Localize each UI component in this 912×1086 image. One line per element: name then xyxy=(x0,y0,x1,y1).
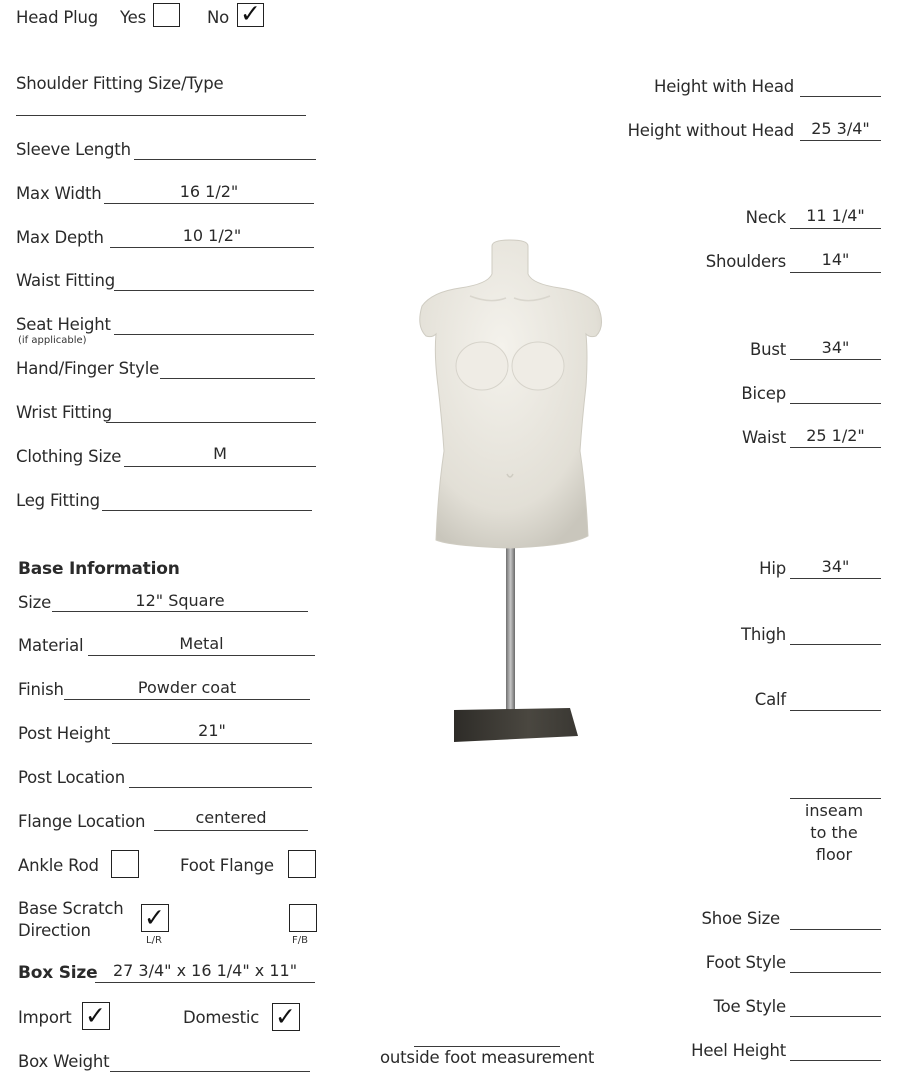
neck-field[interactable] xyxy=(790,228,881,229)
shoulders-field[interactable] xyxy=(790,272,881,273)
max-depth-label: Max Depth xyxy=(16,228,104,247)
leg-fitting-field[interactable] xyxy=(102,510,312,511)
seat-height-note: (if applicable) xyxy=(18,335,87,346)
max-depth-value: 10 1/2" xyxy=(182,226,242,245)
base-scratch-label: Base Scratch xyxy=(18,899,124,918)
seat-height-label: Seat Height xyxy=(16,315,111,334)
wrist-fitting-label: Wrist Fitting xyxy=(16,403,112,422)
clothing-size-value: M xyxy=(213,444,227,463)
heel-height-field[interactable] xyxy=(790,1060,881,1061)
fb-label: F/B xyxy=(292,935,308,946)
max-depth-field[interactable] xyxy=(110,247,314,248)
max-width-value: 16 1/2" xyxy=(179,182,239,201)
max-width-label: Max Width xyxy=(16,184,102,203)
checkmark-icon: ✓ xyxy=(275,1002,296,1031)
finish-field[interactable] xyxy=(64,699,310,700)
head-plug-no-label: No xyxy=(207,8,230,27)
shoulders-value: 14" xyxy=(821,250,850,269)
ankle-rod-label: Ankle Rod xyxy=(18,856,99,875)
seat-height-field[interactable] xyxy=(114,334,314,335)
material-value: Metal xyxy=(179,634,224,653)
ankle-rod-checkbox[interactable] xyxy=(111,850,139,878)
hand-finger-label: Hand/Finger Style xyxy=(16,359,160,378)
shoulder-fitting-label: Shoulder Fitting Size/Type xyxy=(16,74,224,93)
head-plug-yes-label: Yes xyxy=(120,8,147,27)
finish-label: Finish xyxy=(18,680,64,699)
base-size-field[interactable] xyxy=(52,611,308,612)
waist-field[interactable] xyxy=(790,447,881,448)
checkmark-icon: ✓ xyxy=(240,0,261,28)
height-without-head-label: Height without Head xyxy=(627,121,794,140)
leg-fitting-label: Leg Fitting xyxy=(16,491,100,510)
post-height-label: Post Height xyxy=(18,724,111,743)
inseam-label-2: to the xyxy=(810,823,858,842)
domestic-label: Domestic xyxy=(183,1008,260,1027)
inseam-label-1: inseam xyxy=(804,801,864,820)
checkmark-icon: ✓ xyxy=(85,1001,106,1030)
inseam-field[interactable] xyxy=(790,798,881,799)
box-size-value: 27 3/4" x 16 1/4" x 11" xyxy=(112,961,298,980)
bust-label: Bust xyxy=(749,340,786,359)
foot-style-label: Foot Style xyxy=(705,953,786,972)
max-width-field[interactable] xyxy=(104,203,314,204)
post-height-value: 21" xyxy=(198,721,226,740)
lr-label: L/R xyxy=(146,935,162,946)
mannequin-image xyxy=(410,236,610,746)
heel-height-label: Heel Height xyxy=(691,1041,786,1060)
foot-flange-checkbox[interactable] xyxy=(288,850,316,878)
base-size-value: 12" Square xyxy=(135,591,225,610)
hand-finger-field[interactable] xyxy=(160,378,315,379)
height-with-head-label: Height with Head xyxy=(654,77,794,96)
post-height-field[interactable] xyxy=(112,743,312,744)
toe-style-field[interactable] xyxy=(790,1016,881,1017)
toe-style-label: Toe Style xyxy=(713,997,786,1016)
waist-label: Waist xyxy=(741,428,786,447)
bust-field[interactable] xyxy=(790,359,881,360)
box-weight-field[interactable] xyxy=(110,1071,310,1072)
height-with-head-field[interactable] xyxy=(800,96,881,97)
box-size-field[interactable] xyxy=(95,982,315,983)
outside-foot-label: outside foot measurement xyxy=(380,1048,595,1067)
bust-value: 34" xyxy=(821,338,850,357)
material-label: Material xyxy=(18,636,84,655)
waist-fitting-label: Waist Fitting xyxy=(16,271,115,290)
height-without-head-value: 25 3/4" xyxy=(811,119,870,138)
box-weight-label: Box Weight xyxy=(18,1052,110,1071)
shoulders-label: Shoulders xyxy=(705,252,786,271)
scratch-lr-checkbox[interactable] xyxy=(141,904,169,932)
sleeve-length-field[interactable] xyxy=(134,159,316,160)
base-size-label: Size xyxy=(18,593,52,612)
head-plug-label: Head Plug xyxy=(16,8,99,27)
wrist-fitting-field[interactable] xyxy=(106,422,316,423)
import-label: Import xyxy=(18,1008,72,1027)
flange-location-field[interactable] xyxy=(154,830,308,831)
hip-field[interactable] xyxy=(790,578,881,579)
shoe-size-label: Shoe Size xyxy=(701,909,780,928)
neck-value: 11 1/4" xyxy=(806,206,865,225)
calf-field[interactable] xyxy=(790,710,881,711)
thigh-label: Thigh xyxy=(740,625,786,644)
import-checkbox[interactable] xyxy=(82,1002,110,1030)
foot-flange-label: Foot Flange xyxy=(180,856,274,875)
shoe-size-field[interactable] xyxy=(790,929,881,930)
foot-style-field[interactable] xyxy=(790,972,881,973)
head-plug-yes-checkbox[interactable] xyxy=(153,3,180,27)
thigh-field[interactable] xyxy=(790,644,881,645)
waist-value: 25 1/2" xyxy=(806,426,865,445)
height-without-head-field[interactable] xyxy=(800,140,881,141)
calf-label: Calf xyxy=(754,690,786,709)
waist-fitting-field[interactable] xyxy=(114,290,314,291)
flange-location-value: centered xyxy=(195,808,267,827)
clothing-size-field[interactable] xyxy=(124,466,316,467)
bicep-label: Bicep xyxy=(741,384,786,403)
domestic-checkbox[interactable] xyxy=(272,1003,300,1031)
outside-foot-field[interactable] xyxy=(414,1046,560,1047)
material-field[interactable] xyxy=(88,655,315,656)
direction-label: Direction xyxy=(18,921,91,940)
bicep-field[interactable] xyxy=(790,403,881,404)
scratch-fb-checkbox[interactable] xyxy=(289,904,317,932)
hip-label: Hip xyxy=(759,559,786,578)
inseam-label-3: floor xyxy=(815,845,853,864)
post-location-label: Post Location xyxy=(18,768,125,787)
box-size-label: Box Size xyxy=(18,963,98,983)
clothing-size-label: Clothing Size xyxy=(16,447,122,466)
shoulder-fitting-field[interactable] xyxy=(16,115,306,116)
flange-location-label: Flange Location xyxy=(18,812,146,831)
checkmark-icon: ✓ xyxy=(144,903,165,932)
base-information-heading: Base Information xyxy=(18,559,180,579)
hip-value: 34" xyxy=(821,557,850,576)
post-location-field[interactable] xyxy=(129,787,312,788)
neck-label: Neck xyxy=(745,208,786,227)
head-plug-no-checkbox[interactable] xyxy=(237,0,264,28)
finish-value: Powder coat xyxy=(137,678,237,697)
sleeve-length-label: Sleeve Length xyxy=(16,140,131,159)
